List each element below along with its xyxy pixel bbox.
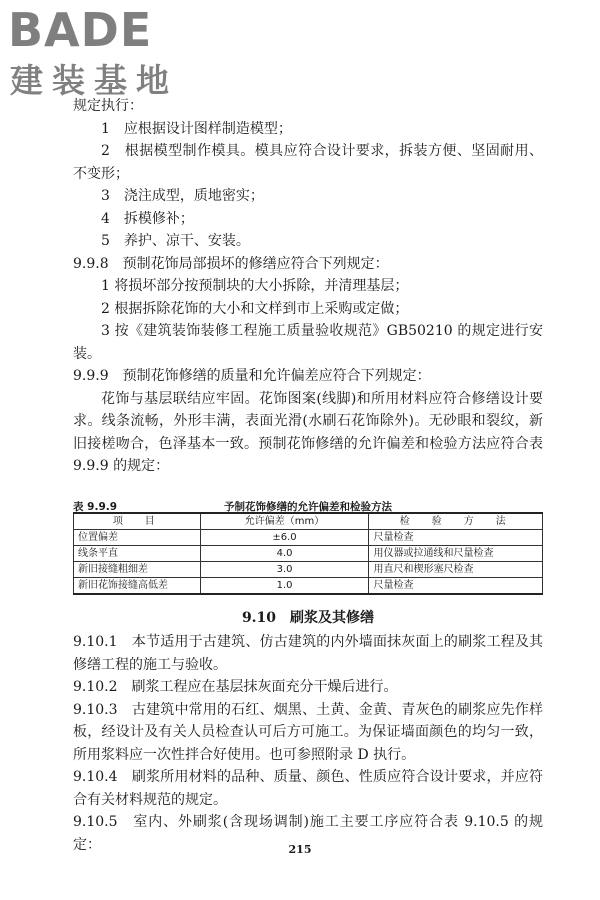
clause-9-9-9: 9.9.9 预制花饰修缮的质量和允许偏差应符合下列规定： <box>73 368 431 384</box>
clause-9-10-4: 9.10.4 刷浆所用材料的品种、质量、颜色、性质应符合设计要求，并应符合有关材料规范的规定。 <box>73 769 543 808</box>
list-item: 2 根据模型制作模具。模具应符合设计要求，拆装方便、坚固耐用、不变形； <box>73 143 543 182</box>
list-item: 5 养护、凉干、安装。 <box>101 233 250 249</box>
logo-text-en: BADE <box>8 3 153 57</box>
list-item: 3 浇注成型，质地密实； <box>101 188 264 204</box>
list-item: 3 按《建筑装饰装修工程施工质量验收规范》GB50210 的规定进行安装。 <box>73 323 543 362</box>
table-row <box>74 577 543 594</box>
cell-tolerance: 1.0 <box>200 577 369 594</box>
cell-method: 用仪器或拉通线和尺量检查 <box>369 545 543 561</box>
table-caption <box>73 494 543 512</box>
cell-tolerance: 4.0 <box>200 545 369 561</box>
cell-method: 尺量检查 <box>369 529 543 545</box>
clause-9-10-2: 9.10.2 刷浆工程应在基层抹灰面充分干燥后进行。 <box>73 679 398 695</box>
list-item: 1 应根据设计图样制造模型； <box>101 120 292 137</box>
table-title: 予制花饰修缮的允许偏差和检验方法 <box>224 500 392 513</box>
page-number: 215 <box>288 843 312 856</box>
tolerance-table <box>73 512 543 595</box>
cell-item: 新旧接缝粗细差 <box>74 561 201 577</box>
cell-method: 用直尺和楔形塞尺检查 <box>369 561 543 577</box>
cell-item: 线条平直 <box>74 545 201 561</box>
logo-text-cn: 建装基地 <box>10 61 178 100</box>
table-row <box>74 545 543 561</box>
clause-9-9-8: 9.9.8 预制花饰局部损坏的修缮应符合下列规定： <box>73 255 389 272</box>
list-item: 1 将损坏部分按预制块的大小拆除，并清理基层； <box>101 278 409 294</box>
cell-tolerance: ±6.0 <box>200 529 369 545</box>
header-method: 检 验 方 法 <box>369 513 543 530</box>
cell-item: 位置偏差 <box>74 529 201 545</box>
cell-tolerance: 3.0 <box>200 561 369 577</box>
header-item: 项 目 <box>74 513 201 530</box>
clause-9-9-9-paragraph: 花饰与基层联结应牢固。花饰图案(线脚)和所用材料应符合修缮设计要求。线条流畅，外形丰满，表面光滑(水刷石花饰除外)。无砂眼和裂纹，新旧接槎吻合，色泽基本一致。预制花饰修缮的允许偏差和检验方法应符合表 9.9.9 的规定： <box>73 390 543 474</box>
table-row <box>74 529 543 545</box>
table-row <box>74 561 543 577</box>
clause-9-10-3: 9.10.3 古建筑中常用的石红、烟黑、土黄、金黄、青灰色的刷浆应先作样板，经设计及有关人员检查认可后方可施工。为保证墙面颜色的均匀一致，所用浆料应一次性拌合好使用。也可参照附录 D 执行。 <box>73 701 543 763</box>
table-number: 表 9.9.9 <box>73 500 118 513</box>
page-content <box>73 95 543 856</box>
text-line: 规定执行： <box>73 98 143 114</box>
clause-9-10-5: 9.10.5 室内、外刷浆(含现场调制)施工主要工序应符合表 9.10.5 的规定： <box>73 814 543 853</box>
list-item: 4 拆模修补； <box>101 210 194 227</box>
cell-item: 新旧花饰接缝高低差 <box>74 577 201 594</box>
cell-method: 尺量检查 <box>369 577 543 594</box>
logo <box>8 4 178 104</box>
clause-9-10-1: 9.10.1 本节适用于古建筑、仿古建筑的内外墙面抹灰面上的刷浆工程及其修缮工程的施工与验收。 <box>73 634 543 673</box>
tolerance-table-block <box>73 494 543 595</box>
header-tolerance: 允许偏差（mm） <box>200 513 369 530</box>
section-title: 9.10 刷浆及其修缮 <box>241 609 375 626</box>
list-item: 2 根据拆除花饰的大小和文样到市上采购或定做； <box>101 300 409 317</box>
